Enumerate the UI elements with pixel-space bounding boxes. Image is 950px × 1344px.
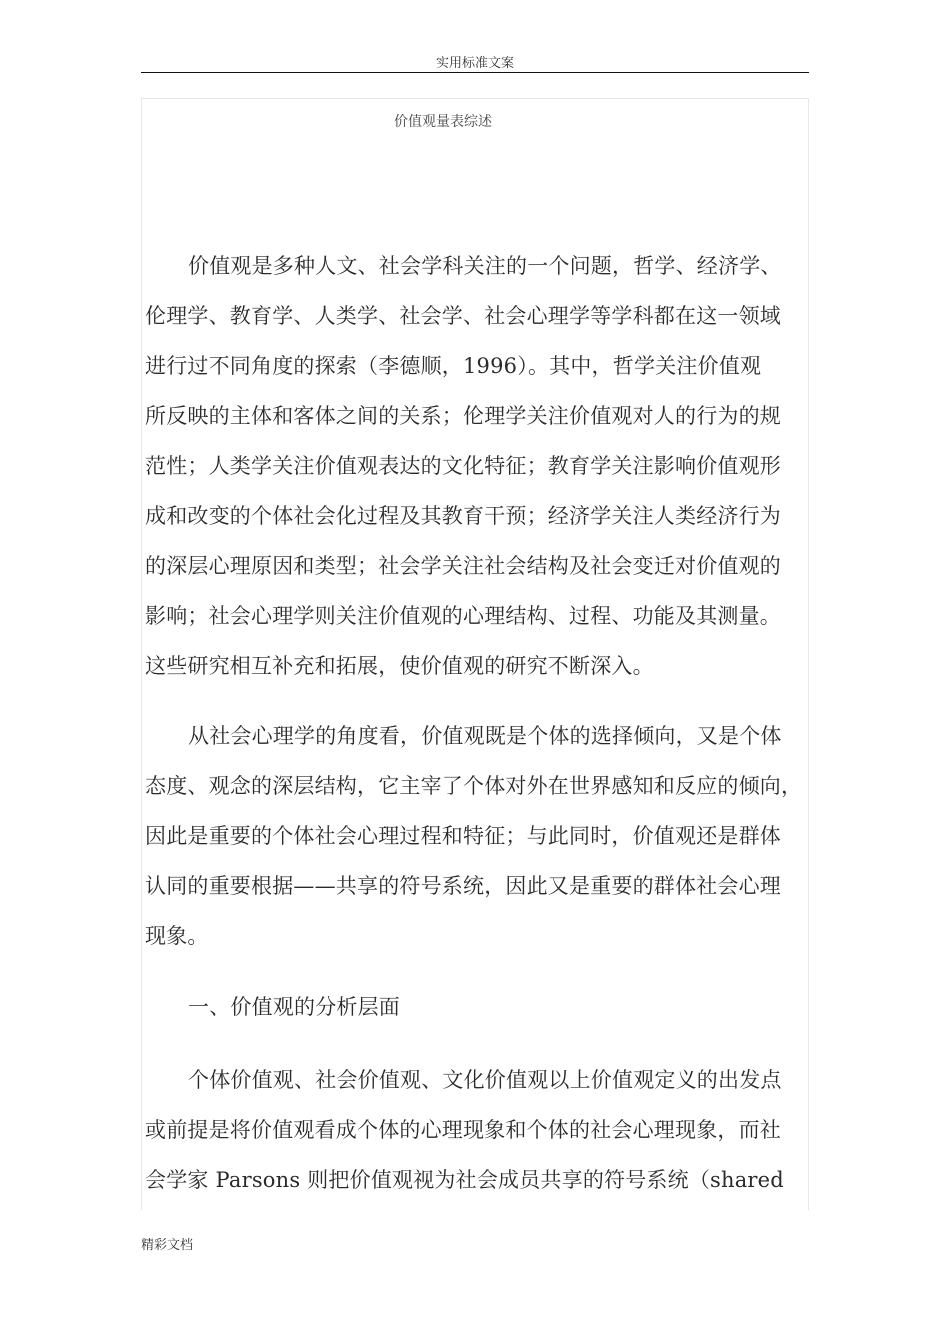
text-line: 的深层心理原因和类型；社会学关注社会结构及社会变迁对价值观的 <box>145 554 781 578</box>
text-line: 伦理学、教育学、人类学、社会学、社会心理学等学科都在这一领域 <box>145 304 781 328</box>
page-footer: 精彩文档 <box>141 1238 194 1253</box>
text-line: 所反映的主体和客体之间的关系；伦理学关注价值观对人的行为的规 <box>145 404 781 428</box>
text-line: 态度、观念的深层结构，它主宰了个体对外在世界感知和反应的倾向， <box>145 774 803 798</box>
paragraph-1 <box>145 241 817 691</box>
paragraph-3 <box>145 1055 817 1205</box>
header-divider <box>141 72 809 73</box>
text-line: 或前提是将价值观看成个体的心理现象和个体的社会心理现象，而社 <box>145 1118 781 1142</box>
text-line: 会学家 Parsons 则把价值观视为社会成员共享的符号系统（shared <box>145 1168 784 1192</box>
text-line: 成和改变的个体社会化过程及其教育干预；经济学关注人类经济行为 <box>145 504 781 528</box>
text-line: 现象。 <box>145 924 209 948</box>
text-line: 这些研究相互补充和拓展，使价值观的研究不断深入。 <box>145 654 654 678</box>
section-heading-text: 一、价值观的分析层面 <box>188 995 400 1019</box>
text-line: 进行过不同角度的探索（李德顺，1996）。其中，哲学关注价值观 <box>145 354 762 378</box>
paragraph-2 <box>145 711 817 961</box>
document-title: 价值观量表综述 <box>394 114 492 130</box>
text-line: 从社会心理学的角度看，价值观既是个体的选择倾向，又是个体 <box>188 724 782 748</box>
section-heading <box>145 982 817 1032</box>
text-line: 价值观是多种人文、社会学科关注的一个问题，哲学、经济学、 <box>188 254 782 278</box>
text-line: 认同的重要根据——共享的符号系统，因此又是重要的群体社会心理 <box>145 874 781 898</box>
text-line: 个体价值观、社会价值观、文化价值观以上价值观定义的出发点 <box>188 1068 782 1092</box>
text-line: 范性；人类学关注价值观表达的文化特征；教育学关注影响价值观形 <box>145 454 781 478</box>
page-header: 实用标准文案 <box>435 56 514 71</box>
text-line: 影响；社会心理学则关注价值观的心理结构、过程、功能及其测量。 <box>145 604 781 628</box>
text-line: 因此是重要的个体社会心理过程和特征；与此同时，价值观还是群体 <box>145 824 781 848</box>
